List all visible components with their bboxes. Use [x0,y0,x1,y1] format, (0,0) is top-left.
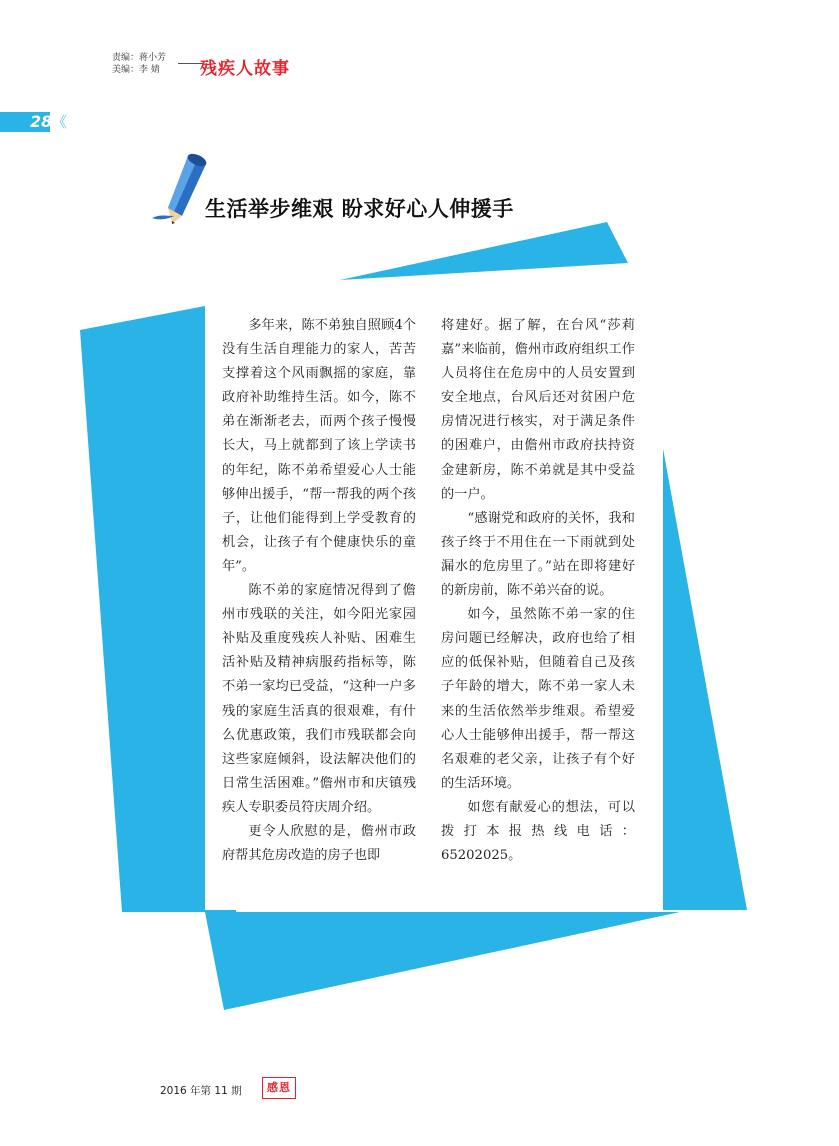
designer-credit: 美编：李 婧 [112,65,160,75]
paragraph: 多年来，陈不弟独自照顾4个没有生活自理能力的家人，苦苦支撑着这个风雨飘摇的家庭，靠政府补助维持生活。如今，陈不弟在渐渐老去，而两个孩子慢慢长大，马上就都到了该上学读书的年纪，陈不弟希望爱心人士能够伸出援手，“帮一帮我的两个孩子，让他们能得到上学受教育的机会，让孩子有个健康快乐的童年”。 [222,318,416,574]
magazine-logo: 感恩 [262,1077,296,1099]
right-column [441,314,635,868]
paragraph: 更令人欣慰的是，儋州市政府帮其危房改造的房子也即 [222,823,416,864]
article-title: 生活举步维艰 盼求好心人伸援手 [205,197,514,221]
section-title: 残疾人故事 [200,59,290,79]
page-number: 28 [30,112,53,131]
paragraph: 陈不弟的家庭情况得到了儋州市残联的关注，如今阳光家园补贴及重度残疾人补贴、困难生活补贴及精神病服药指标等，陈不弟一家均已受益，“这种一户多残的家庭生活真的很艰难，有什么优惠政策，我们市残联都会向这些家庭倾斜，设法解决他们的日常生活困难。”儋州市和庆镇残疾人专职委员符庆周介绍。 [222,583,416,815]
left-column [222,314,416,868]
paragraph: 将建好。据了解，在台风“莎莉嘉”来临前，儋州市政府组织工作人员将住在危房中的人员安置到安全地点，台风后还对贫困户危房情况进行核实，对于满足条件的困难户，由儋州市政府扶持资金建新房，陈不弟就是其中受益的一户。 [441,318,635,502]
issue-label: 2016 年第 11 期 [160,1085,242,1097]
page-chevron: 《 [52,113,68,131]
paragraph: 如您有献爱心的想法，可以拨打本报热线电话：65202025。 [441,799,635,864]
paragraph: 如今，虽然陈不弟一家的住房问题已经解决，政府也给了相应的低保补贴，但随着自己及孩子年龄的增大，陈不弟一家人未来的生活依然举步维艰。希望爱心人士能够伸出援手，帮一帮这名艰难的老父亲，让孩子有个好的生活环境。 [441,607,635,791]
top-blue-wedge [340,222,628,280]
editor-credit: 责编：蒋小芳 [112,53,167,63]
paragraph: “感谢党和政府的关怀，我和孩子终于不用住在一下雨就到处漏水的危房里了。”站在即将建好的新房前，陈不弟兴奋的说。 [441,510,635,599]
credits [112,52,166,76]
bottom-blue-band [205,912,680,1010]
